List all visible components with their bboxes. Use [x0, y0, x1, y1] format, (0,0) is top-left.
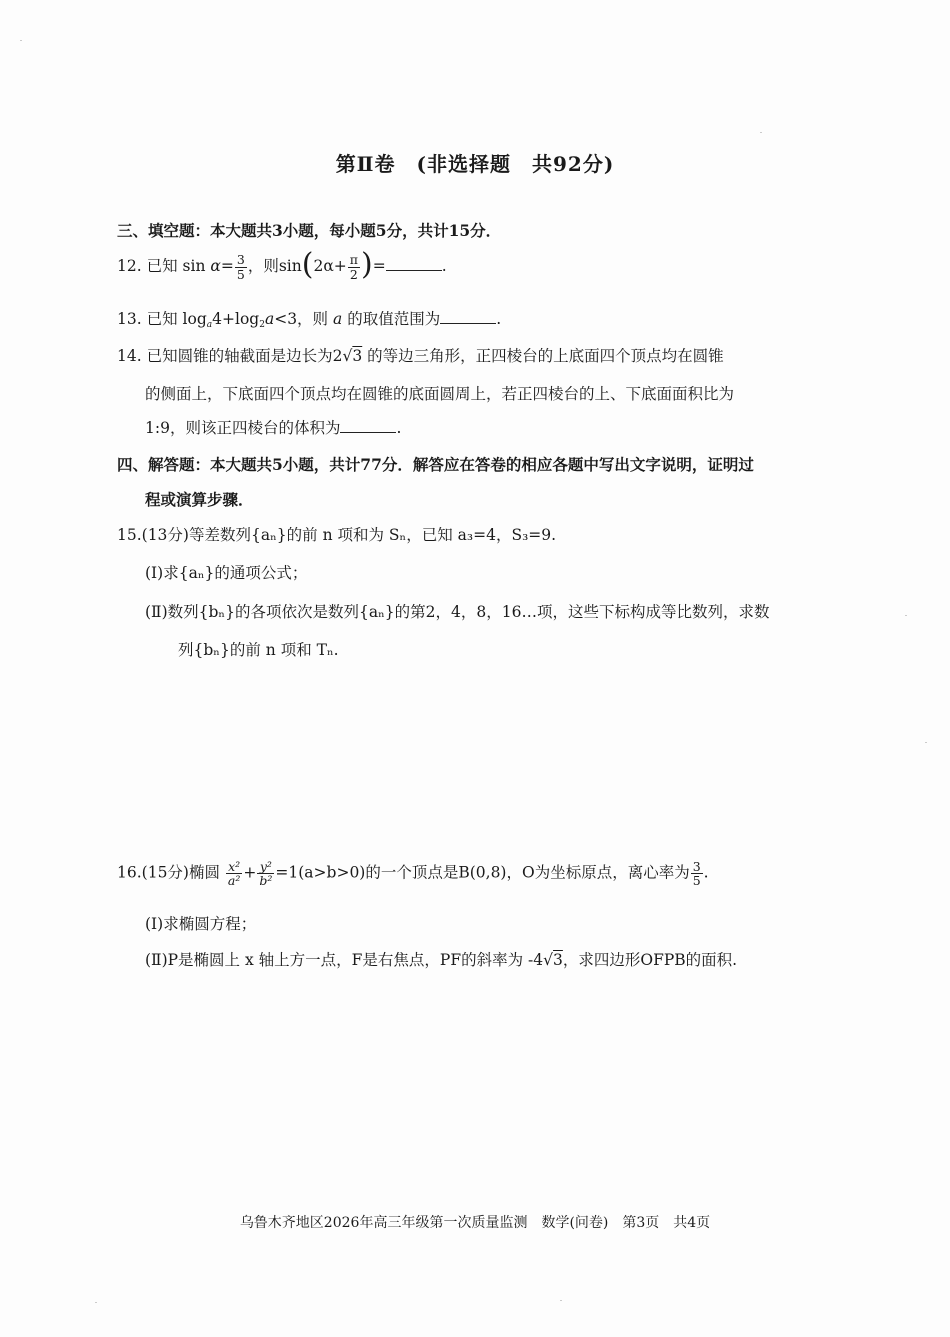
- scan-speck: [905, 615, 907, 616]
- question-16-head: [117, 860, 709, 887]
- q16-condition: =1(a>b>0)的一个顶点是B(0,8)，O为坐标原点，离心率为: [275, 863, 690, 882]
- question-14-line-3: [145, 416, 401, 438]
- question-15-head: 15.(13分)等差数列{aₙ}的前 n 项和为 Sₙ，已知 a₃=4，S₃=9.: [117, 526, 557, 544]
- q13-lt: <3，则: [274, 310, 329, 328]
- q13-var: a: [264, 310, 275, 328]
- q16-y2: y²: [257, 860, 274, 874]
- q13-arg1: 4+: [212, 310, 235, 328]
- q12-number: 12.: [117, 257, 142, 275]
- q13-text-post: 的取值范围为: [347, 310, 441, 328]
- q12-arg: 2α+: [313, 257, 347, 275]
- q14-text-1: 14. 已知圆锥的轴截面是边长为2: [117, 347, 343, 365]
- question-15-part-2-line-1: (Ⅱ)数列{bₙ}的各项依次是数列{aₙ}的第2，4，8，16…项，这些下标构成等比数列，求数: [145, 603, 770, 621]
- q16-y-fraction: [257, 860, 274, 887]
- q13-number: 13.: [117, 310, 142, 328]
- q12-frac-numerator: 3: [236, 252, 245, 268]
- q14-text-2: 的等边三角形，正四棱台的上底面四个顶点均在圆锥: [367, 347, 724, 365]
- page-title: 第Ⅱ卷 (非选择题 共92分): [335, 152, 615, 176]
- q12-pi: π: [349, 252, 358, 268]
- q12-text-pre: 已知: [146, 257, 178, 275]
- q16-text-pre: (15分)椭圆: [141, 863, 220, 882]
- q12-alpha: α: [210, 257, 221, 275]
- q16-eccentricity: [691, 860, 703, 887]
- q16-plus: +: [243, 863, 257, 882]
- q16-x2: x²: [226, 860, 242, 874]
- question-14-line-1: 14. 已知圆锥的轴截面是边长为2√3 的等边三角形，正四棱台的上底面四个顶点均在圆锥: [117, 347, 724, 365]
- question-16-part-1: (Ⅰ)求椭圆方程；: [145, 915, 257, 933]
- q12-answer-blank: [386, 256, 442, 271]
- q14-radical: 3: [352, 347, 363, 365]
- q12-eq: =: [220, 257, 234, 275]
- q14-answer-blank: [340, 418, 396, 433]
- q12-text-mid: ，则: [247, 257, 279, 275]
- q16-b2: b²: [259, 873, 273, 889]
- q12-fraction: [235, 253, 247, 280]
- q16-end: .: [703, 863, 709, 882]
- q12-sin: sin: [182, 257, 206, 275]
- q13-log2: log: [235, 310, 260, 328]
- q12-after: =: [372, 257, 386, 275]
- section-fill-in-heading: 三、填空题：本大题共3小题，每小题5分，共计15分．: [117, 221, 502, 240]
- q14-text-3: 1:9，则该正四棱台的体积为: [145, 419, 341, 437]
- q12-frac-denominator: 5: [236, 266, 245, 282]
- scan-speck: [95, 1302, 97, 1303]
- section-solve-heading-line-1: 四、解答题：本大题共5小题，共计77分．解答应在答卷的相应各题中写出文字说明，证明过: [117, 455, 754, 474]
- section-solve-heading-line-2: 程或演算步骤．: [145, 490, 254, 509]
- q16-e-numerator: 3: [692, 859, 701, 874]
- scan-speck: [20, 40, 22, 41]
- question-14-line-2: 的侧面上，下底面四个顶点均在圆锥的底面圆周上，若正四棱台的上、下底面面积比为: [145, 385, 735, 403]
- question-13: [117, 307, 501, 330]
- q12-pi-fraction: [348, 253, 360, 280]
- page-footer: 乌鲁木齐地区2026年高三年级第一次质量监测 数学(问卷) 第3页 共4页: [239, 1215, 711, 1231]
- scan-speck: [925, 742, 927, 743]
- q16-x-fraction: [226, 860, 242, 887]
- q13-end: .: [496, 310, 502, 328]
- q13-text-pre: 已知: [146, 310, 178, 328]
- q16-radical: 3: [553, 951, 563, 969]
- q12-pi-denominator: 2: [349, 266, 358, 282]
- question-15-part-2-line-2: 列{bₙ}的前 n 项和 Tₙ.: [178, 641, 339, 659]
- q13-var2: a: [333, 310, 343, 328]
- q16-e-denominator: 5: [692, 873, 701, 889]
- q14-end: .: [396, 419, 402, 437]
- q13-log1: log: [182, 310, 207, 328]
- q16-part-2-text: (Ⅱ)P是椭圆上 x 轴上方一点，F是右焦点，PF的斜率为 -4: [145, 951, 544, 969]
- q13-base1: a: [206, 320, 213, 330]
- q13-base2: 2: [259, 320, 265, 330]
- question-12: 12. 已知 sin α= $\frac{3}{5}$ ，则sin(2α+ $\frac{\pi}{2}$ )= .: [117, 247, 447, 282]
- scan-speck: [560, 1300, 562, 1301]
- q16-a2: a²: [227, 873, 241, 889]
- q16-part-2-text-post: ，求四边形OFPB的面积.: [562, 951, 738, 969]
- q12-end: .: [441, 257, 447, 275]
- scan-speck: [760, 132, 762, 133]
- q13-answer-blank: [440, 309, 496, 324]
- q12-sin2: sin: [278, 257, 302, 275]
- q16-number: 16.: [117, 863, 142, 882]
- question-15-part-1: (Ⅰ)求{aₙ}的通项公式；: [145, 564, 308, 582]
- question-16-part-2: (Ⅱ)P是椭圆上 x 轴上方一点，F是右焦点，PF的斜率为 -4√3，求四边形OFPB的面积.: [145, 951, 738, 969]
